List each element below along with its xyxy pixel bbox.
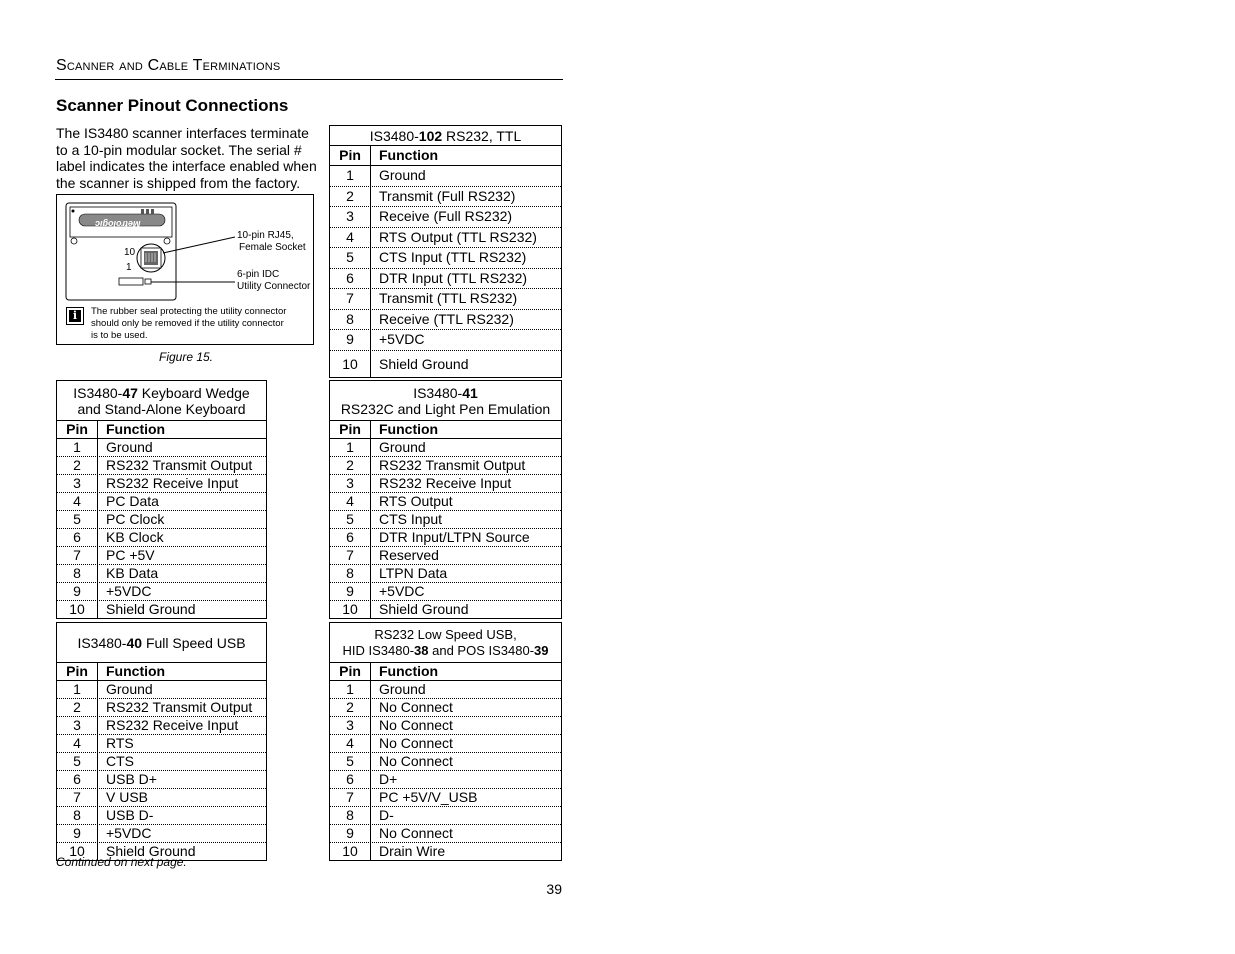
pin1-label: 1 (126, 262, 132, 273)
function-cell: Drain Wire (379, 843, 446, 859)
table-row (57, 825, 266, 843)
rj45-label-line2: Female Socket (239, 242, 306, 253)
pin-cell: 6 (330, 269, 371, 289)
pin-cell: 1 (330, 166, 371, 186)
function-cell: DTR Input (TTL RS232) (379, 269, 528, 286)
table-row (330, 717, 561, 735)
table-is3480-47 (56, 380, 267, 619)
pin-cell: 3 (330, 717, 371, 734)
pin-cell: 9 (330, 825, 371, 842)
function-cell: Reserved (379, 547, 439, 563)
running-header: Scanner and Cable Terminations (56, 57, 281, 74)
function-cell: Shield Ground (106, 601, 196, 617)
table-row (330, 771, 561, 789)
function-cell: RS232 Transmit Output (379, 457, 526, 473)
table-body (330, 681, 561, 860)
function-cell: +5VDC (379, 331, 425, 347)
pin-cell: 10 (330, 601, 371, 618)
pin-cell: 2 (330, 187, 371, 207)
continued-note: Continued on next page. (56, 855, 187, 869)
pin-cell: 7 (57, 789, 98, 806)
table-row (330, 601, 561, 618)
figure-caption: Figure 15. (158, 350, 214, 364)
function-cell: No Connect (379, 825, 453, 841)
function-cell: Shield Ground (379, 601, 469, 617)
table-row (330, 248, 561, 269)
function-cell: +5VDC (106, 583, 152, 599)
table-row (57, 699, 266, 717)
table-title: IS3480-41 RS232C and Light Pen Emulation (330, 381, 561, 421)
table-title: IS3480-47 Keyboard Wedge and Stand-Alone Keyboard (57, 381, 266, 421)
pin-cell: 10 (57, 601, 98, 618)
function-cell: Ground (106, 681, 153, 697)
table-row (57, 529, 266, 547)
function-cell: Transmit (Full RS232) (379, 187, 516, 204)
table-row (330, 166, 561, 187)
pin-cell: 8 (330, 807, 371, 824)
function-cell: RS232 Transmit Output (106, 457, 253, 473)
function-cell: +5VDC (106, 825, 152, 841)
page-number: 39 (546, 881, 562, 897)
table-column-header (57, 421, 266, 439)
table-row (57, 717, 266, 735)
idc-label-line1: 6-pin IDC (237, 269, 280, 280)
col-pin-header: Pin (57, 421, 98, 438)
intro-paragraph: The IS3480 scanner interfaces terminate to a 10-pin modular socket. The serial # label indicates the interface enabled when the scanner is shipped from the factory. (56, 125, 317, 191)
table-body (330, 439, 561, 618)
table-title: IS3480-40 Full Speed USB (57, 623, 266, 663)
table-row (57, 735, 266, 753)
table-row (330, 681, 561, 699)
pin-cell: 3 (57, 717, 98, 734)
table-is3480-102 (329, 125, 562, 378)
function-cell: +5VDC (379, 583, 425, 599)
table-row (330, 187, 561, 208)
pin-cell: 7 (330, 789, 371, 806)
pin-cell: 2 (330, 699, 371, 716)
function-cell: Ground (379, 439, 426, 455)
pin-cell: 5 (330, 511, 371, 528)
table-row (57, 475, 266, 493)
idc-label (237, 269, 310, 293)
table-body (57, 439, 266, 618)
function-cell: USB D- (106, 807, 154, 823)
pin-cell: 2 (57, 699, 98, 716)
table-row (330, 439, 561, 457)
pin-cell: 10 (330, 351, 371, 377)
function-cell: RS232 Receive Input (106, 475, 239, 491)
pin-cell: 4 (57, 735, 98, 752)
pin-cell: 1 (330, 439, 371, 456)
pin-cell: 8 (57, 565, 98, 582)
pin10-label: 10 (124, 247, 136, 258)
function-cell: Receive (Full RS232) (379, 208, 513, 224)
pin-cell: 5 (330, 248, 371, 268)
table-row (57, 547, 266, 565)
table-row (330, 753, 561, 771)
scanner-figure (56, 194, 314, 345)
pin-cell: 3 (330, 475, 371, 492)
col-pin-header: Pin (330, 421, 371, 438)
table-row (330, 269, 561, 290)
pin-cell: 9 (57, 825, 98, 842)
pin-cell: 6 (330, 771, 371, 788)
function-cell: Ground (106, 439, 153, 455)
table-row (330, 735, 561, 753)
table-row (330, 351, 561, 377)
col-pin-header: Pin (330, 663, 371, 680)
pin-cell: 7 (330, 547, 371, 564)
table-row (330, 475, 561, 493)
table-row (57, 807, 266, 825)
table-row (330, 843, 561, 860)
function-cell: RS232 Transmit Output (106, 699, 253, 715)
table-body (57, 681, 266, 860)
function-cell: CTS (106, 753, 134, 769)
table-row (330, 547, 561, 565)
pin-cell: 9 (330, 583, 371, 600)
table-row (330, 529, 561, 547)
table-row (330, 789, 561, 807)
table-row (57, 789, 266, 807)
pin-cell: 5 (330, 753, 371, 770)
function-cell: PC Clock (106, 511, 165, 527)
table-row (57, 681, 266, 699)
table-row (330, 207, 561, 228)
function-cell: D+ (379, 771, 398, 787)
pin-cell: 1 (57, 439, 98, 456)
info-icon: i (66, 307, 84, 325)
function-cell: D- (379, 807, 394, 823)
table-row (330, 330, 561, 351)
table-row (57, 493, 266, 511)
function-cell: PC +5V/V_USB (379, 789, 478, 805)
table-row (57, 457, 266, 475)
function-cell: No Connect (379, 753, 453, 769)
col-function-header: Function (106, 421, 166, 437)
pin-cell: 1 (330, 681, 371, 698)
figure-note-line3: is to be used. (91, 330, 148, 341)
pin-cell: 6 (330, 529, 371, 546)
table-row (57, 771, 266, 789)
pin-cell: 7 (57, 547, 98, 564)
table-column-header (330, 663, 561, 681)
function-cell: PC +5V (106, 547, 155, 563)
function-cell: CTS Input (TTL RS232) (379, 249, 527, 265)
table-row (57, 601, 266, 618)
function-cell: Transmit (TTL RS232) (379, 290, 518, 306)
pin-cell: 3 (330, 207, 371, 227)
pin-cell: 8 (57, 807, 98, 824)
table-column-header (57, 663, 266, 681)
function-cell: RTS (106, 735, 134, 751)
pin-cell: 8 (330, 310, 371, 330)
table-is3480-40 (56, 622, 267, 861)
table-row (330, 310, 561, 331)
pin-cell: 2 (57, 457, 98, 474)
pin-cell: 4 (330, 493, 371, 510)
col-function-header: Function (379, 421, 439, 437)
pin-cell: 7 (330, 289, 371, 309)
function-cell: No Connect (379, 699, 453, 715)
idc-label-line2: Utility Connector (237, 281, 311, 292)
pin-cell: 10 (57, 843, 98, 860)
table-row (330, 583, 561, 601)
pin-cell: 4 (57, 493, 98, 510)
rj45-label-line1: 10-pin RJ45, (237, 230, 294, 241)
table-is3480-41 (329, 380, 562, 619)
table-title: IS3480-102 RS232, TTL (330, 126, 561, 146)
table-row (330, 228, 561, 249)
figure-note (91, 306, 286, 342)
col-pin-header: Pin (57, 663, 98, 680)
table-title: RS232 Low Speed USB, HID IS3480-38 and POS IS3480-39 (330, 623, 561, 663)
function-cell: RTS Output (TTL RS232) (379, 228, 537, 245)
function-cell: RS232 Receive Input (379, 475, 512, 491)
function-cell: KB Clock (106, 529, 164, 545)
table-column-header (330, 146, 561, 166)
rj45-label (237, 230, 306, 254)
function-cell: Ground (379, 681, 426, 697)
pin-cell: 5 (57, 753, 98, 770)
section-title: Scanner Pinout Connections (56, 96, 289, 115)
function-cell: No Connect (379, 735, 453, 751)
function-cell: USB D+ (106, 771, 157, 787)
pin-cell: 9 (57, 583, 98, 600)
pin-cell: 8 (330, 565, 371, 582)
table-row (57, 511, 266, 529)
function-cell: KB Data (106, 565, 159, 581)
function-cell: Shield Ground (106, 843, 196, 859)
pin-cell: 9 (330, 330, 371, 350)
col-function-header: Function (106, 663, 166, 679)
table-row (330, 565, 561, 583)
table-row (57, 565, 266, 583)
pin-cell: 6 (57, 771, 98, 788)
pin-cell: 2 (330, 457, 371, 474)
function-cell: RTS Output (379, 493, 453, 509)
function-cell: Shield Ground (379, 355, 469, 372)
table-row (330, 457, 561, 475)
table-body (330, 166, 561, 377)
table-column-header (330, 421, 561, 439)
table-row (330, 825, 561, 843)
pin-cell: 6 (57, 529, 98, 546)
function-cell: Receive (TTL RS232) (379, 310, 514, 327)
table-row (330, 493, 561, 511)
figure-note-line1: The rubber seal protecting the utility connector (91, 306, 287, 317)
function-cell: DTR Input/LTPN Source (379, 529, 530, 545)
figure-note-line2: should only be removed if the utility connector (91, 318, 284, 329)
pin-cell: 1 (57, 681, 98, 698)
col-function-header: Function (379, 663, 439, 679)
function-cell: RS232 Receive Input (106, 717, 239, 733)
function-cell: Ground (379, 167, 426, 183)
logo-text: Metrologic (95, 219, 141, 229)
function-cell: LTPN Data (379, 565, 448, 581)
function-cell: V USB (106, 789, 149, 805)
header-rule (55, 79, 563, 80)
pin-cell: 4 (330, 735, 371, 752)
table-row (330, 699, 561, 717)
col-pin-header: Pin (330, 146, 371, 165)
table-is3480-38-39 (329, 622, 562, 861)
table-row (57, 439, 266, 457)
table-row (330, 807, 561, 825)
table-row (330, 511, 561, 529)
table-row (57, 583, 266, 601)
function-cell: PC Data (106, 493, 159, 509)
function-cell: CTS Input (379, 511, 443, 527)
function-cell: No Connect (379, 717, 453, 733)
table-row (330, 289, 561, 310)
pin-cell: 5 (57, 511, 98, 528)
table-row (57, 753, 266, 771)
pin-cell: 10 (330, 843, 371, 860)
pin-cell: 3 (57, 475, 98, 492)
pin-cell: 4 (330, 228, 371, 248)
col-function-header: Function (379, 147, 439, 163)
